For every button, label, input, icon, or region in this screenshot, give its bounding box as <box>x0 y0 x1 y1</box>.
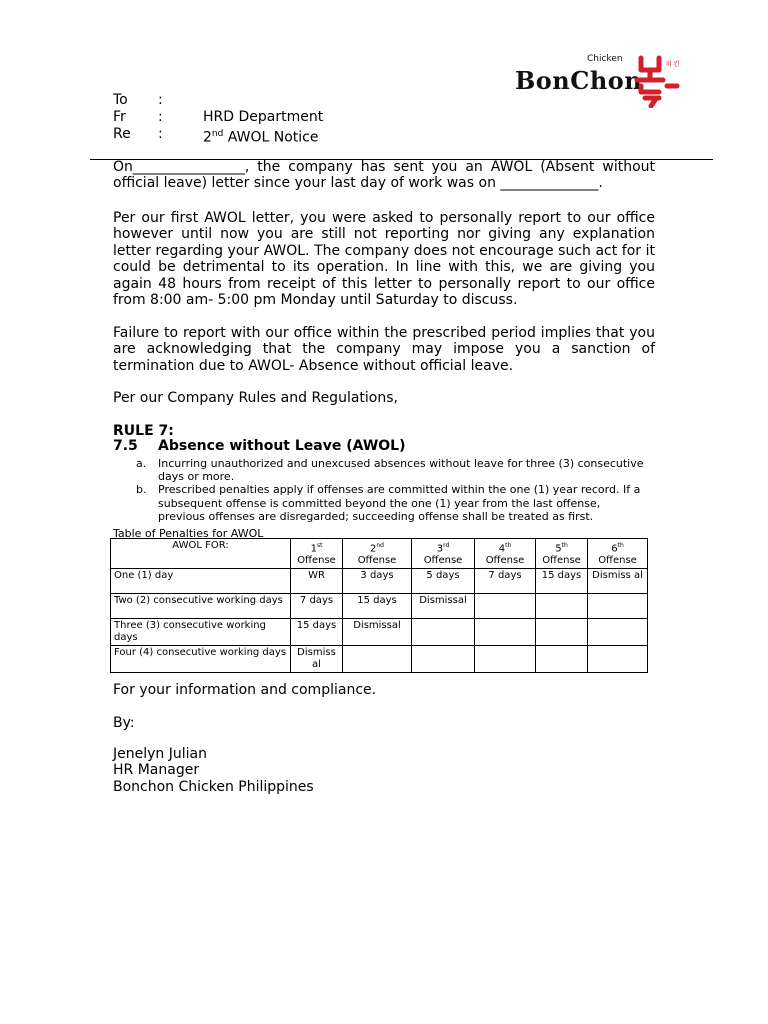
to-label: To <box>113 92 128 108</box>
table-cell: 7 days <box>475 569 536 594</box>
table-cell: Dismissal <box>343 619 412 646</box>
table-cell <box>588 594 648 619</box>
table-row-label: Four (4) consecutive working days <box>111 646 291 673</box>
closing-by: By: <box>113 715 135 731</box>
table-cell <box>412 646 475 673</box>
rule-item <box>136 457 646 483</box>
company-logo <box>515 52 680 108</box>
table-header-awol-for: AWOL FOR: <box>111 539 291 569</box>
re-ordinal: 2 <box>203 129 212 146</box>
table-cell <box>536 594 588 619</box>
paragraph-2: Per our first AWOL letter, you were asked to personally report to our office however until now you are still not reporting nor giving any explanation letter regarding your AWOL. The company does not encourage such act for it could be detrimental to its operation. In line with this, we are giving you again 48 hours from receipt of this letter to personally report to our office from 8:00 am- 5:00 pm Monday until Saturday to discuss. <box>113 210 655 309</box>
table-cell: 3 days <box>343 569 412 594</box>
table-cell: 7 days <box>291 594 343 619</box>
paragraph-3: Failure to report with our office within the prescribed period implies that you are acknowledging that the company may impose you a sanction of termination due to AWOL- Absence without official leave. <box>113 325 655 374</box>
rule-item-text: Prescribed penalties apply if offenses are committed within the one (1) year record. If a subsequent offense is committed beyond the one (1) year from the last offense, previous offenses are disregarded; succeeding offense shall be treated as first. <box>158 483 641 523</box>
closing-info: For your information and compliance. <box>113 682 377 698</box>
rule-item <box>136 483 646 523</box>
logo-chicken-text: Chicken <box>587 54 623 64</box>
rule-item-marker: b. <box>136 483 147 497</box>
logo-chon-text: Chon <box>570 66 643 95</box>
re-title: AWOL Notice <box>223 129 319 146</box>
svg-text:치: 치 <box>665 60 672 68</box>
to-colon: : <box>158 92 163 108</box>
rule-title: RULE 7: <box>113 423 174 439</box>
table-cell <box>475 619 536 646</box>
paragraph-4: Per our Company Rules and Regulations, <box>113 390 398 406</box>
rule-section-number: 7.5 <box>113 438 138 454</box>
fr-label: Fr <box>113 109 126 125</box>
bonchon-korean-mark-icon <box>633 52 681 108</box>
table-row-label: Two (2) consecutive working days <box>111 594 291 619</box>
rule-section-heading <box>113 438 406 454</box>
table-header-row <box>111 539 648 569</box>
logo-bon <box>515 66 642 95</box>
table-cell: 15 days <box>536 569 588 594</box>
re-value <box>203 126 318 147</box>
svg-text:킨: 킨 <box>673 60 680 68</box>
table-cell <box>412 619 475 646</box>
rule-section-title: Absence without Leave (AWOL) <box>158 438 406 454</box>
signatory-company: Bonchon Chicken Philippines <box>113 778 314 795</box>
table-caption: Table of Penalties for AWOL <box>113 527 264 540</box>
re-row <box>113 126 323 147</box>
table-cell <box>343 646 412 673</box>
table-header-offense: 1st Offense <box>291 539 343 569</box>
fr-colon: : <box>158 109 163 125</box>
fr-row <box>113 109 323 126</box>
rule-item-text: Incurring unauthorized and unexcused absences without leave for three (3) consecutive days or more. <box>158 457 644 484</box>
table-header-offense: 6th Offense <box>588 539 648 569</box>
paragraph-1: On________________, the company has sent you an AWOL (Absent without official leave) letter since your last day of work was on ______________. <box>113 159 655 192</box>
rule-item-marker: a. <box>136 457 147 470</box>
signatory-name: Jenelyn Julian <box>113 746 207 762</box>
table-cell <box>588 619 648 646</box>
table-row-label: Three (3) consecutive working days <box>111 619 291 646</box>
table-header-offense: 3rd Offense <box>412 539 475 569</box>
signature-block <box>113 746 314 795</box>
table-row <box>111 646 648 673</box>
table-cell <box>536 619 588 646</box>
memo-header <box>113 92 323 147</box>
table-cell <box>475 594 536 619</box>
table-cell: 5 days <box>412 569 475 594</box>
re-colon: : <box>158 126 163 142</box>
table-cell: Dismiss al <box>291 646 343 673</box>
table-cell: Dismissal <box>412 594 475 619</box>
table-row <box>111 619 648 646</box>
rule-items <box>136 457 646 523</box>
penalties-table <box>110 538 648 673</box>
table-header-offense: 2nd Offense <box>343 539 412 569</box>
to-row <box>113 92 323 109</box>
table-row-label: One (1) day <box>111 569 291 594</box>
logo-wordmark <box>515 54 643 95</box>
table-cell <box>475 646 536 673</box>
fr-value: HRD Department <box>203 109 324 125</box>
signatory-title: HR Manager <box>113 762 200 779</box>
table-cell <box>588 646 648 673</box>
table-cell <box>536 646 588 673</box>
table-cell: WR <box>291 569 343 594</box>
re-label: Re <box>113 126 131 142</box>
re-ordinal-suffix: nd <box>211 129 224 139</box>
table-header-offense: 4th Offense <box>475 539 536 569</box>
table-row <box>111 569 648 594</box>
logo-bon-text: Bon <box>515 66 571 95</box>
table-row <box>111 594 648 619</box>
table-cell: 15 days <box>343 594 412 619</box>
table-header-offense: 5th Offense <box>536 539 588 569</box>
table-cell: Dismiss al <box>588 569 648 594</box>
table-cell: 15 days <box>291 619 343 646</box>
